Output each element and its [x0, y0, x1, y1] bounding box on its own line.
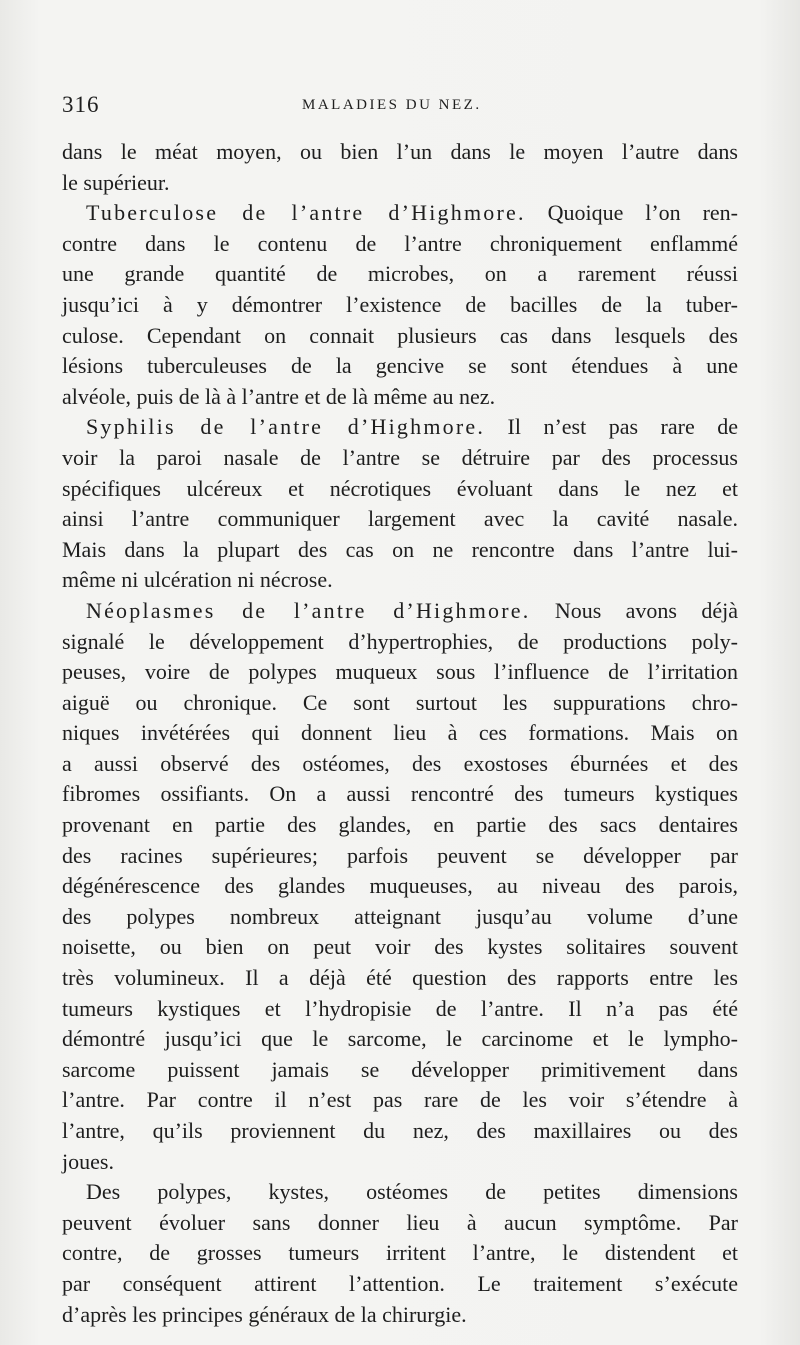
text-line: spécifiques ulcéreux et nécrotiques évoluant dans le nez et [62, 475, 738, 501]
text-line: tumeurs kystiques et l’hydropisie de l’antre. Il n’a pas été [62, 995, 738, 1021]
text-line: a aussi observé des ostéomes, des exostoses éburnées et des [62, 750, 738, 776]
page-header [62, 92, 738, 126]
text-line: le supérieur. [62, 169, 170, 195]
text-line: culose. Cependant on connait plusieurs cas dans lesquels des [62, 322, 738, 348]
text-line: par conséquent attirent l’attention. Le traitement s’exécute [62, 1270, 738, 1296]
text-line: démontré jusqu’ici que le sarcome, le carcinome et le lympho- [62, 1026, 738, 1052]
text-line: très volumineux. Il a déjà été question des rapports entre les [62, 965, 738, 991]
text-line: Syphilis de l’antre d’Highmore. Il n’est pas rare de [86, 414, 738, 440]
page-number: 316 [62, 92, 100, 117]
text-line: ainsi l’antre communiquer largement avec la cavité nasale. [62, 506, 738, 532]
text-line: dans le méat moyen, ou bien l’un dans le moyen l’autre dans [62, 139, 738, 164]
text-line: Tuberculose de l’antre d’Highmore. Quoique l’on ren- [86, 200, 738, 226]
text-line: joues. [62, 1148, 114, 1174]
text-line: contre, de grosses tumeurs irritent l’antre, le distendent et [62, 1240, 738, 1266]
text-line: des polypes nombreux atteignant jusqu’au volume d’une [62, 903, 738, 929]
text-line: une grande quantité de microbes, on a rarement réussi [62, 261, 738, 287]
text-line: peuvent évoluer sans donner lieu à aucun symptôme. Par [62, 1209, 738, 1235]
text-line: niques invétérées qui donnent lieu à ces formations. Mais on [62, 720, 738, 746]
text-line: l’antre, qu’ils proviennent du nez, des maxillaires ou des [62, 1118, 738, 1143]
text-line: Mais dans la plupart des cas on ne rencontre dans l’antre lui- [62, 536, 738, 562]
text-line: Néoplasmes de l’antre d’Highmore. Nous avons déjà [86, 597, 738, 623]
text-line: contre dans le contenu de l’antre chroniquement enflammé [62, 230, 738, 256]
text-line: l’antre. Par contre il n’est pas rare de les voir s’étendre à [62, 1087, 738, 1113]
section-heading: Syphilis de l’antre d’Highmore. [86, 414, 486, 440]
text-line: dégénérescence des glandes muqueuses, au niveau des parois, [62, 873, 738, 899]
text-line: peuses, voire de polypes muqueux sous l’influence de l’irritation [62, 659, 738, 685]
page-body [62, 137, 738, 1330]
text-line: alvéole, puis de là à l’antre et de là même au nez. [62, 383, 496, 409]
text-line: d’après les principes généraux de la chirurgie. [62, 1301, 467, 1327]
text-line: aiguë ou chronique. Ce sont surtout les suppurations chro- [62, 689, 738, 715]
text-line: des racines supérieures; parfois peuvent se développer par [62, 842, 738, 868]
text-line: signalé le développement d’hypertrophies, de productions poly- [62, 628, 738, 654]
text-line: jusqu’ici à y démontrer l’existence de bacilles de la tuber- [62, 291, 738, 317]
text-line: Des polypes, kystes, ostéomes de petites dimensions [86, 1179, 738, 1205]
text-line: noisette, ou bien on peut voir des kystes solitaires souvent [62, 934, 738, 960]
text-line: provenant en partie des glandes, en partie des sacs dentaires [62, 812, 738, 838]
text-line: voir la paroi nasale de l’antre se détruire par des processus [62, 444, 738, 470]
text-line: lésions tuberculeuses de la gencive se sont étendues à une [62, 353, 738, 379]
section-heading: Tuberculose de l’antre d’Highmore. [86, 200, 526, 226]
text-line: sarcome puissent jamais se développer primitivement dans [62, 1056, 738, 1082]
section-heading: Néoplasmes de l’antre d’Highmore. [86, 597, 531, 623]
text-line: même ni ulcération ni nécrose. [62, 567, 333, 593]
text-line: fibromes ossifiants. On a aussi rencontré des tumeurs kystiques [62, 781, 738, 807]
running-title: MALADIES DU NEZ. [302, 97, 482, 113]
